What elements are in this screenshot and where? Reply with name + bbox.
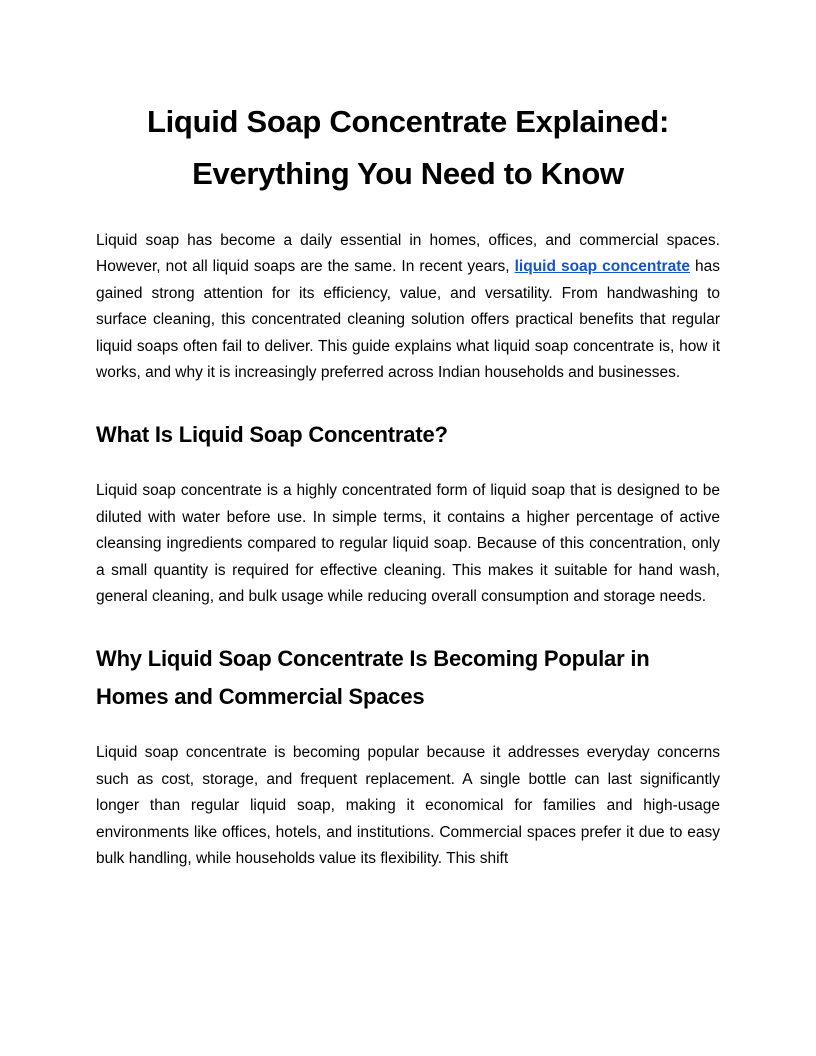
section-body-why-popular: Liquid soap concentrate is becoming popular because it addresses everyday concerns such as cost, storage, and frequent replacement. A single bottle can last significantly longer than regular liquid soap, making it economical for families and high-usage environments like offices, hotels, and institutions. Commercial spaces prefer it due to easy bulk handling, while households value its flexibility. This shift [96,744,720,868]
document-page [96,96,720,873]
section-body-what-is: Liquid soap concentrate is a highly concentrated form of liquid soap that is designed to be diluted with water before use. In simple terms, it contains a higher percentage of active cleansing ingredients compared to regular liquid soap. Because of this concentration, only a small quantity is required for effective cleaning. This makes it suitable for hand wash, general cleaning, and bulk usage while reducing overall consumption and storage needs. [96,482,720,606]
liquid-soap-concentrate-link[interactable]: liquid soap concentrate [514,258,690,276]
title-line-1: Liquid Soap Concentrate Explained: [146,104,670,139]
section-heading-why-popular: Why Liquid Soap Concentrate Is Becoming Popular in Homes and Commercial Spaces [96,646,650,710]
document-title [96,96,720,200]
section-heading-what-is: What Is Liquid Soap Concentrate? [96,422,448,448]
title-line-2: Everything You Need to Know [192,156,624,191]
intro-text-after-link: has gained strong attention for its efficiency, value, and versatility. From handwashing to surface cleaning, this concentrated cleaning solution offers practical benefits that regular liquid soaps often fail to deliver. This guide explains what liquid soap concentrate is, how it works, and why it is increasingly preferred across Indian households and businesses. [96,258,720,382]
intro-text-before-link: Liquid soap has become a daily essential in homes, offices, and commercial spaces. However, not all liquid soaps are the same. In recent years, [96,232,720,276]
intro-paragraph [96,228,720,386]
